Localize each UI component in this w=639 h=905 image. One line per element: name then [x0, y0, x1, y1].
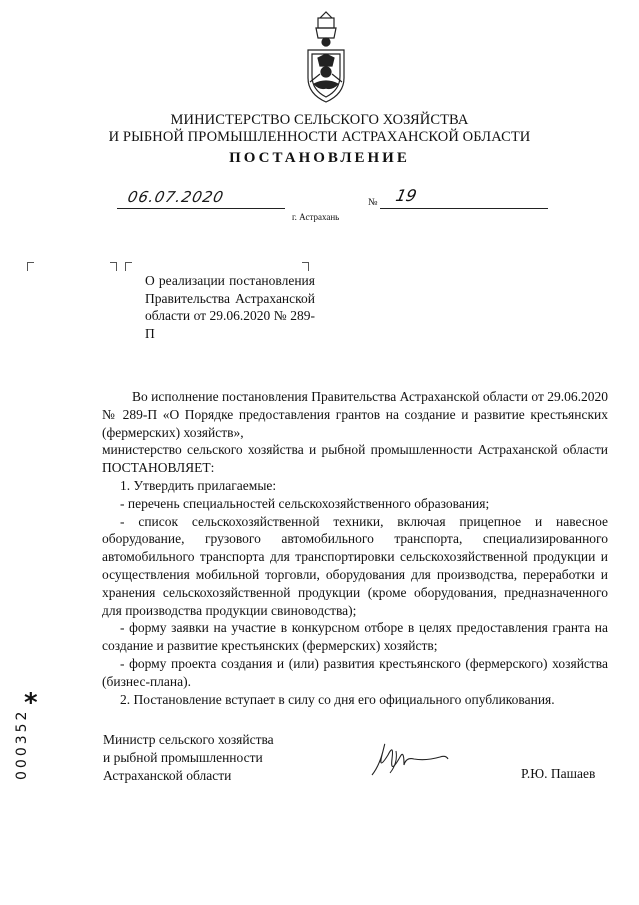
subject-bracket-left — [125, 262, 132, 271]
ministry-name-line1: МИНИСТЕРСТВО СЕЛЬСКОГО ХОЗЯЙСТВА — [170, 112, 469, 128]
margin-bracket-right — [110, 262, 117, 271]
body-item-1b: - список сельскохозяйственной техники, включая прицепное и навесное оборудование, грузового автомобильного транспорта, специализированного автомобильного транспорта для транспортировки сельскохозяйственной продукции и осуществления мобильной торговли, оборудования для производства, переработки и хранения сельскохозяйственной продукции (кроме оборудования, предназначенного для производства продукции свиноводства); — [102, 513, 608, 618]
body-paragraph-2: министерство сельского хозяйства и рыбной промышленности Астраханской области ПОСТАНОВЛЯЕТ: — [102, 442, 608, 476]
body-paragraph-1: Во исполнение постановления Правительства Астраханской области от 29.06.2020 № 289-П «О Порядке предоставления грантов на создание и развитие крестьянских (фермерских) хозяйств», — [102, 389, 608, 440]
document-number: 19 — [393, 186, 419, 205]
stamp-serial-number: 000352 — [14, 708, 30, 780]
handwritten-signature — [370, 735, 450, 780]
city-label: г. Астрахань — [292, 212, 340, 222]
coat-of-arms-emblem — [298, 10, 354, 106]
body-item-1d: - форму проекта создания и (или) развития крестьянского (фермерского) хозяйства (бизнес-плана). — [102, 655, 608, 689]
body-item-2: 2. Постановление вступает в силу со дня его официального опубликования. — [120, 691, 555, 707]
document-body — [102, 388, 608, 708]
number-label: № — [368, 197, 378, 208]
margin-bracket-left — [27, 262, 34, 271]
signer-position — [103, 731, 274, 785]
stamp-star: * — [24, 688, 38, 718]
subject-bracket-right — [302, 262, 309, 271]
signer-name: Р.Ю. Пашаев — [521, 766, 596, 781]
signer-position-line1: Министр сельского хозяйства — [103, 732, 274, 747]
signer-position-line2: и рыбной промышленности — [103, 750, 263, 765]
signer-position-line3: Астраханской области — [103, 768, 232, 783]
body-item-1: 1. Утвердить прилагаемые: — [120, 477, 277, 493]
document-date: 06.07.2020 — [126, 188, 226, 206]
document-type-title: ПОСТАНОВЛЕНИЕ — [229, 150, 410, 166]
body-item-1a: - перечень специальностей сельскохозяйственного образования; — [120, 495, 490, 511]
ministry-name-line2: И РЫБНОЙ ПРОМЫШЛЕННОСТИ АСТРАХАНСКОЙ ОБЛАСТИ — [108, 129, 531, 145]
body-item-1c: - форму заявки на участие в конкурсном отборе в целях предоставления гранта на создание и развитие крестьянских (фермерских) хозяйств; — [102, 620, 608, 654]
document-subject: О реализации постановления Правительства Астраханской области от 29.06.2020 № 289-П — [145, 273, 315, 341]
